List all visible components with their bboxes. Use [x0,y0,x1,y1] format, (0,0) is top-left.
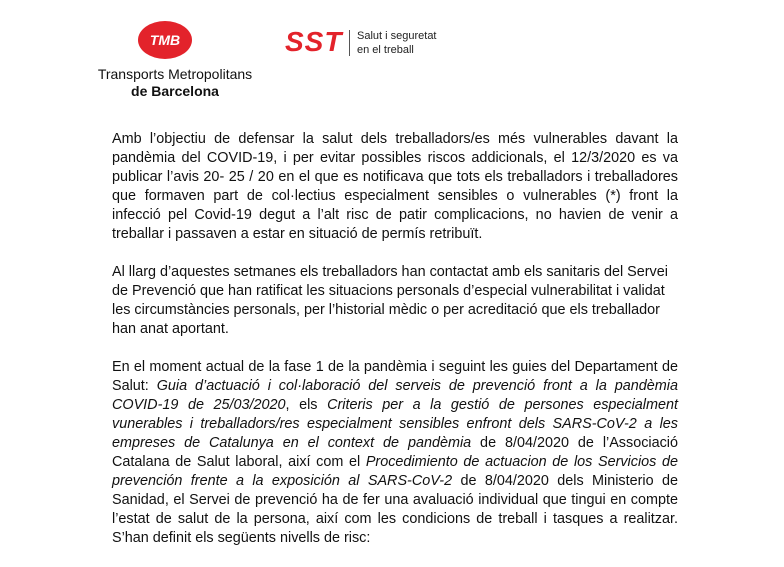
paragraph-3-text-3: de 8/04/2020 de l’Associació Catalana de Salut laboral, així com el [112,435,678,470]
procedure-title-spanish: Procedimiento de actuacion de los Servicios de prevención frente a la exposición al SARS-CoV-2 [112,454,678,489]
guide-title-catalan: Guia d’actuació i col·laboració del serveis de prevenció front a la pandèmia COVID-19 de 25/03/2020 [112,378,678,413]
tmb-logo-text: TMB [149,32,181,48]
tmb-company-name [96,66,254,100]
paragraph-1: Amb l’objectiu de defensar la salut dels treballadors/es més vulnerables davant la pandèmia del COVID-19, i per evitar possibles riscos addicionals, el 12/3/2020 es va publicar l’avis 20- 25 / 20 en el que es notificava que tots els treballadors i treballadores que formaven part de col·lectius especialment sensibles o vulnerables (*) front la infecció pel Covid-19 degut a l’alt risc de patir complicacions, no havien de venir a treballar i passaven a estar en situació de permís retribuït. [112,131,678,242]
sst-tagline-line2: en el treball [357,44,414,56]
paragraph-3-text-1: En el moment actual de la fase 1 de la pandèmia i seguint les guies del Departament de Salut: [112,359,678,394]
sst-divider [349,30,350,56]
document-body [112,130,678,567]
paragraph-3-text-2: , els [285,397,328,413]
paragraph-2: Al llarg d’aquestes setmanes els treballadors han contactat amb els sanitaris del Servei de Prevenció que han ratificat les situacions personals d’especial vulnerabilitat i validat les circumstàncies personals, per l’historial mèdic o per acreditació que els treballador han anat aportant. [112,264,668,337]
criteria-title: Criteris per a la gestió de persones especialment vunerables i treballadors/res especialment sensibles enfront dels SARS-CoV-2 a les empreses de Catalunya en el context de pandèmia [112,397,679,451]
tmb-name-line1: Transports Metropolitans [97,66,253,82]
tmb-logo [137,20,193,60]
document-header [0,0,784,110]
sst-tagline-line1: Salut i seguretat [357,30,437,42]
paragraph-3-text-4: de 8/04/2020 dels Ministerio de Sanidad, el Servei de prevenció ha de fer una avaluació individual que tingui en compte l’estat de salut de la persona, així com les condicions de treball i tasques a realitzar. S’han definit els següents nivells de risc: [112,473,679,546]
tmb-name-line2: de Barcelona [131,83,219,99]
paragraph-3 [112,358,678,548]
sst-logo-text: SST [285,26,343,57]
sst-tagline [357,29,477,57]
